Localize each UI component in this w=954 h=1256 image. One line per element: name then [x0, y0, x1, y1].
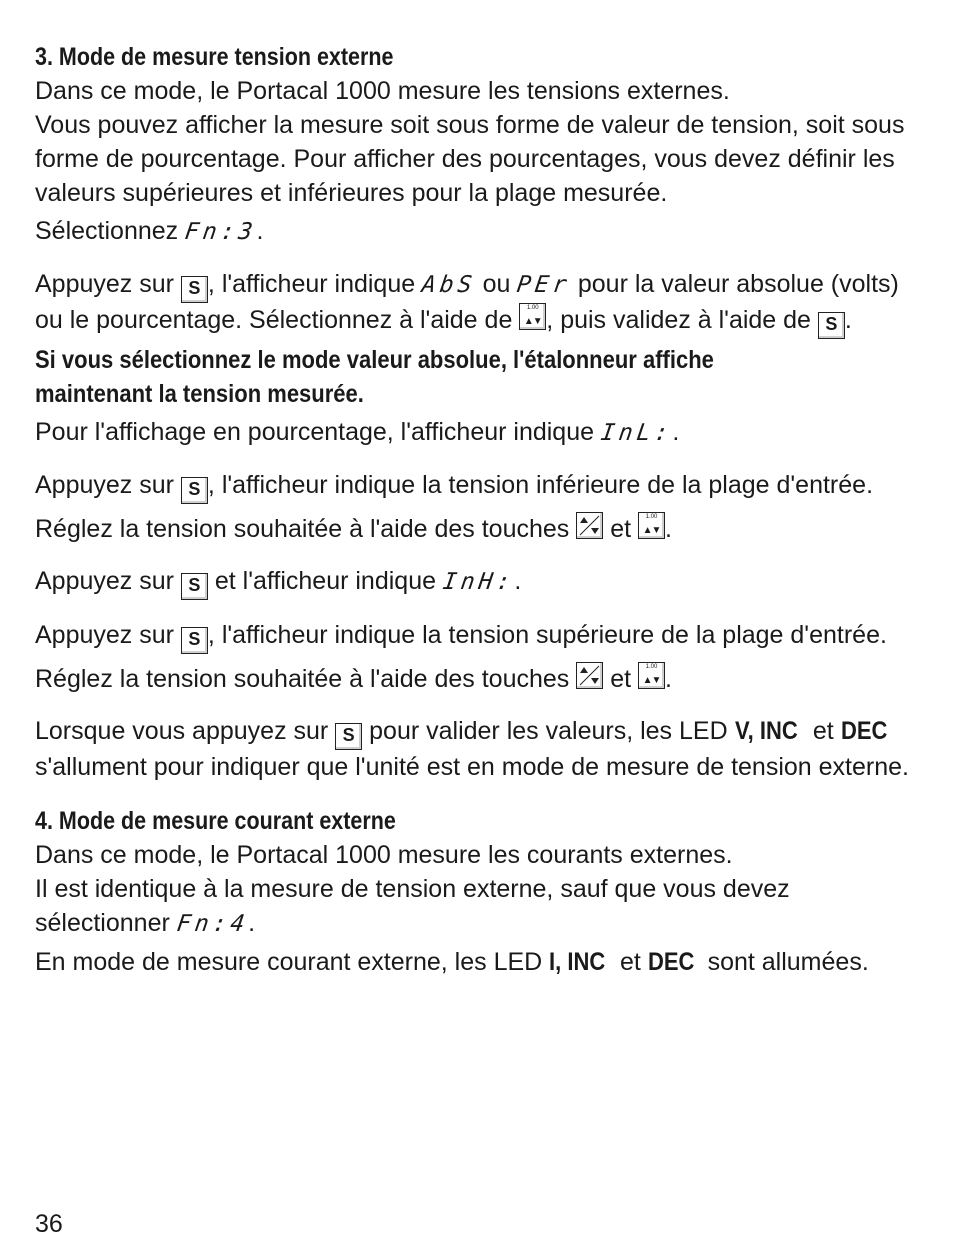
text: s'allument pour indiquer que l'unité est en mode de mesure de tension externe. — [35, 753, 909, 781]
paragraph — [35, 267, 925, 339]
paragraph — [35, 415, 925, 450]
s-key-icon: S — [818, 312, 845, 339]
text: , puis validez à l'aide de — [546, 306, 818, 334]
text: Réglez la tension souhaitée à l'aide des touches — [35, 515, 577, 543]
bold-note: Si vous sélectionnez le mode valeur absolue, l'étalonneur affiche maintenant la tension mesurée. — [35, 346, 714, 408]
paragraph — [35, 512, 925, 546]
page-number: 36 — [35, 1210, 63, 1238]
text: et — [805, 717, 841, 745]
text: . — [844, 306, 852, 334]
key-label: 1.00 — [526, 305, 539, 311]
s-key-icon: S — [181, 276, 208, 303]
text: , l'afficheur indique — [207, 270, 423, 298]
text: En mode de mesure courant externe, les LED — [35, 948, 550, 976]
text: . — [665, 665, 672, 693]
up-down-key-icon — [576, 662, 603, 689]
digit-select-key-icon: 1.00 ▲▼ — [519, 303, 546, 330]
text: pour la valeur absolue (volts) ou le pourcentage. Sélectionnez à l'aide de — [35, 270, 899, 334]
bold-text: DEC — [647, 948, 695, 976]
text: . — [665, 515, 672, 543]
text: et — [603, 665, 638, 693]
section-heading: 3. Mode de mesure tension externe — [35, 43, 394, 71]
text: ou — [475, 270, 518, 298]
s-key-icon: S — [335, 723, 362, 750]
paragraph — [35, 662, 925, 696]
text: Appuyez sur — [35, 270, 181, 298]
text: , l'afficheur indique la tension supérieure de la plage d'entrée. — [207, 621, 887, 649]
digit-select-key-icon: 1.00 ▲▼ — [638, 512, 665, 539]
text: . — [248, 909, 256, 937]
text: et l'afficheur indique — [207, 567, 443, 595]
bold-text: DEC — [840, 717, 888, 745]
paragraph: Vous pouvez afficher la mesure soit sous forme de valeur de tension, soit sous forme de pourcentage. Pour afficher des pourcentages, vous devez définir les valeurs supérieures et inférieures pour la plage mesurée. — [35, 111, 905, 207]
paragraph — [35, 872, 925, 941]
paragraph — [35, 214, 925, 249]
paragraph — [35, 618, 925, 654]
text: sont allumées. — [700, 948, 869, 976]
key-label: 1.00 — [645, 514, 658, 520]
text: Appuyez sur — [35, 471, 181, 499]
text: Pour l'affichage en pourcentage, l'afficheur indique — [35, 418, 601, 446]
paragraph — [35, 945, 925, 979]
paragraph: Dans ce mode, le Portacal 1000 mesure les tensions externes. — [35, 77, 730, 105]
paragraph — [35, 468, 925, 504]
text: pour valider les valeurs, les LED — [362, 717, 735, 745]
display-code: Fn:4 — [174, 911, 250, 937]
text: Appuyez sur — [35, 567, 181, 595]
text: et — [603, 515, 638, 543]
display-code: PEr — [515, 272, 573, 298]
paragraph — [35, 714, 925, 784]
bold-text: I, INC — [549, 948, 606, 976]
text: , l'afficheur indique la tension inférieure de la plage d'entrée. — [207, 471, 874, 499]
display-code: AbS — [420, 272, 478, 298]
section-heading: 4. Mode de mesure courant externe — [35, 807, 396, 835]
display-code: InH: — [441, 569, 517, 595]
display-code: InL: — [599, 420, 675, 446]
display-code: Fn:3 — [183, 219, 259, 245]
document-page — [35, 40, 925, 979]
text: Il est identique à la mesure de tension externe, sauf que vous devez sélectionner — [35, 875, 790, 937]
text: . — [256, 217, 264, 245]
s-key-icon: S — [181, 477, 208, 504]
text: . — [514, 567, 522, 595]
paragraph — [35, 564, 925, 600]
s-key-icon: S — [181, 627, 208, 654]
paragraph: Dans ce mode, le Portacal 1000 mesure les courants externes. — [35, 841, 733, 869]
digit-select-key-icon: 1.00 ▲▼ — [638, 662, 665, 689]
s-key-icon: S — [181, 573, 208, 600]
text: Sélectionnez — [35, 217, 186, 245]
text: Lorsque vous appuyez sur — [35, 717, 336, 745]
bold-text: V, INC — [734, 717, 798, 745]
text: Appuyez sur — [35, 621, 181, 649]
key-label: 1.00 — [645, 664, 658, 670]
text: et — [613, 948, 648, 976]
text: Réglez la tension souhaitée à l'aide des touches — [35, 665, 577, 693]
up-down-key-icon — [576, 512, 603, 539]
text: . — [672, 418, 680, 446]
